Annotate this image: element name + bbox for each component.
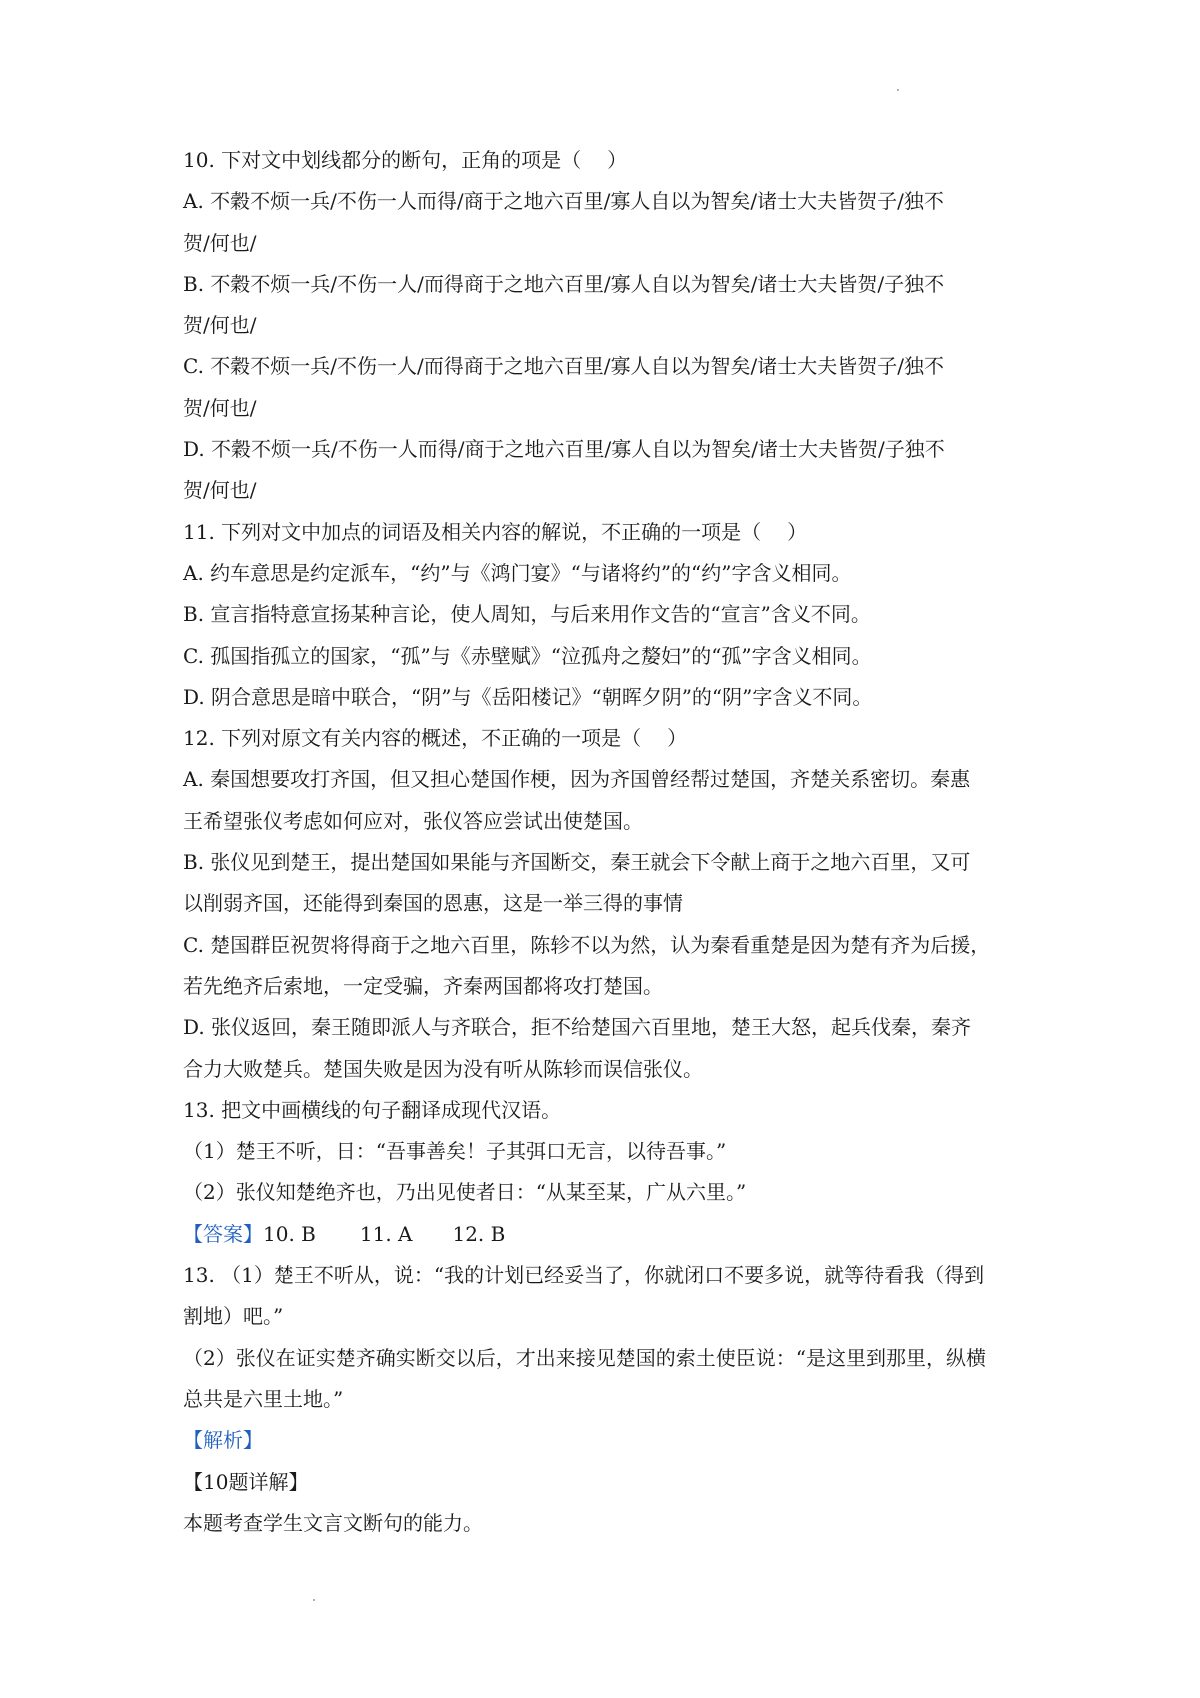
analysis-text: 本题考查学生文言文断句的能力。 [183, 1510, 483, 1535]
q12-option-c-cont: 若先绝齐后索地，一定受骗，齐秦两国都将攻打楚国。 [183, 973, 663, 998]
scan-speck [313, 1599, 315, 1601]
q12-option-c: C. 楚国群臣祝贺将得商于之地六百里，陈轸不以为然，认为秦看重楚是因为楚有齐为后援， [183, 932, 991, 957]
question-12-stem: 12. 下列对原文有关内容的概述，不正确的一项是（ ） [183, 726, 688, 751]
question-11-stem: 11. 下列对文中加点的词语及相关内容的解说，不正确的一项是（ ） [183, 519, 808, 544]
q11-option-a: A. 约车意思是约定派车，“约”与《鸿门宴》“与诸将约”的“约”字含义相同。 [183, 560, 852, 585]
q12-option-b: B. 张仪见到楚王，提出楚国如果能与齐国断交，秦王就会下令献上商于之地六百里，又可 [183, 850, 971, 875]
q10-option-c: C. 不穀不烦一兵/不伤一人/而得商于之地六百里/寡人自以为智矣/诸士大夫皆贺子/独不 [183, 354, 944, 379]
scan-speck [897, 89, 899, 91]
analysis-subheading: 【10题详解】 [183, 1469, 309, 1494]
q10-option-b: B. 不穀不烦一兵/不伤一人/而得商于之地六百里/寡人自以为智矣/诸士大夫皆贺/子独不 [183, 271, 945, 296]
q11-option-d: D. 阴合意思是暗中联合，“阴”与《岳阳楼记》“朝晖夕阴”的“阴”字含义不同。 [183, 684, 873, 709]
q13-item-1: （1）楚王不听，日：“吾事善矣！子其弭口无言，以待吾事。” [183, 1139, 727, 1164]
q12-option-b-cont: 以削弱齐国，还能得到秦国的恩惠，这是一举三得的事情 [183, 891, 683, 916]
q12-option-d-cont: 合力大败楚兵。楚国失败是因为没有听从陈轸而误信张仪。 [183, 1056, 703, 1081]
q10-option-c-cont: 贺/何也/ [183, 395, 257, 420]
answer-12: 12. B [452, 1221, 506, 1246]
q10-option-a: A. 不穀不烦一兵/不伤一人而得/商于之地六百里/寡人自以为智矣/诸士大夫皆贺子/独不 [183, 189, 944, 214]
q10-option-d-cont: 贺/何也/ [183, 478, 257, 503]
q11-option-c: C. 孤国指孤立的国家，“孤”与《赤壁赋》“泣孤舟之嫠妇”的“孤”字含义相同。 [183, 643, 872, 668]
q12-option-a: A. 秦国想要攻打齐国，但又担心楚国作梗，因为齐国曾经帮过楚国，齐楚关系密切。秦惠 [183, 767, 971, 792]
document-body [183, 140, 1023, 1544]
q10-option-d: D. 不穀不烦一兵/不伤一人而得/商于之地六百里/寡人自以为智矣/诸士大夫皆贺/子独不 [183, 437, 945, 462]
analysis-tag: 【解析】 [183, 1428, 263, 1453]
q12-option-d: D. 张仪返回，秦王随即派人与齐联合，拒不给楚国六百里地，楚王大怒，起兵伐秦，秦齐 [183, 1015, 972, 1040]
q10-option-b-cont: 贺/何也/ [183, 313, 257, 338]
q13-item-2: （2）张仪知楚绝齐也，乃出见使者日：“从某至某，广从六里。” [183, 1180, 747, 1205]
answer-tag: 【答案】 [183, 1221, 263, 1246]
question-10-stem: 10. 下对文中划线都分的断句，正角的项是（ ） [183, 148, 628, 172]
q12-option-a-cont: 王希望张仪考虑如何应对，张仪答应尝试出使楚国。 [183, 808, 643, 833]
answer-10: 10. B [263, 1221, 316, 1246]
answer-13-2: （2）张仪在证实楚齐确实断交以后，才出来接见楚国的索土使臣说：“是这里到那里，纵横 [183, 1345, 986, 1370]
answer-13-1: 13. （1）楚王不听从，说：“我的计划已经妥当了，你就闭口不要多说，就等待看我（得到 [183, 1263, 985, 1288]
question-13-stem: 13. 把文中画横线的句子翻译成现代汉语。 [183, 1097, 562, 1122]
answer-row [183, 1214, 1023, 1255]
q11-option-b: B. 宣言指特意宣扬某种言论，使人周知，与后来用作文告的“宣言”含义不同。 [183, 602, 871, 627]
answer-13-1-cont: 割地）吧。” [183, 1304, 284, 1329]
q10-option-a-cont: 贺/何也/ [183, 230, 257, 255]
answer-13-2-cont: 总共是六里土地。” [183, 1386, 344, 1411]
answer-11: 11. A [359, 1221, 413, 1246]
